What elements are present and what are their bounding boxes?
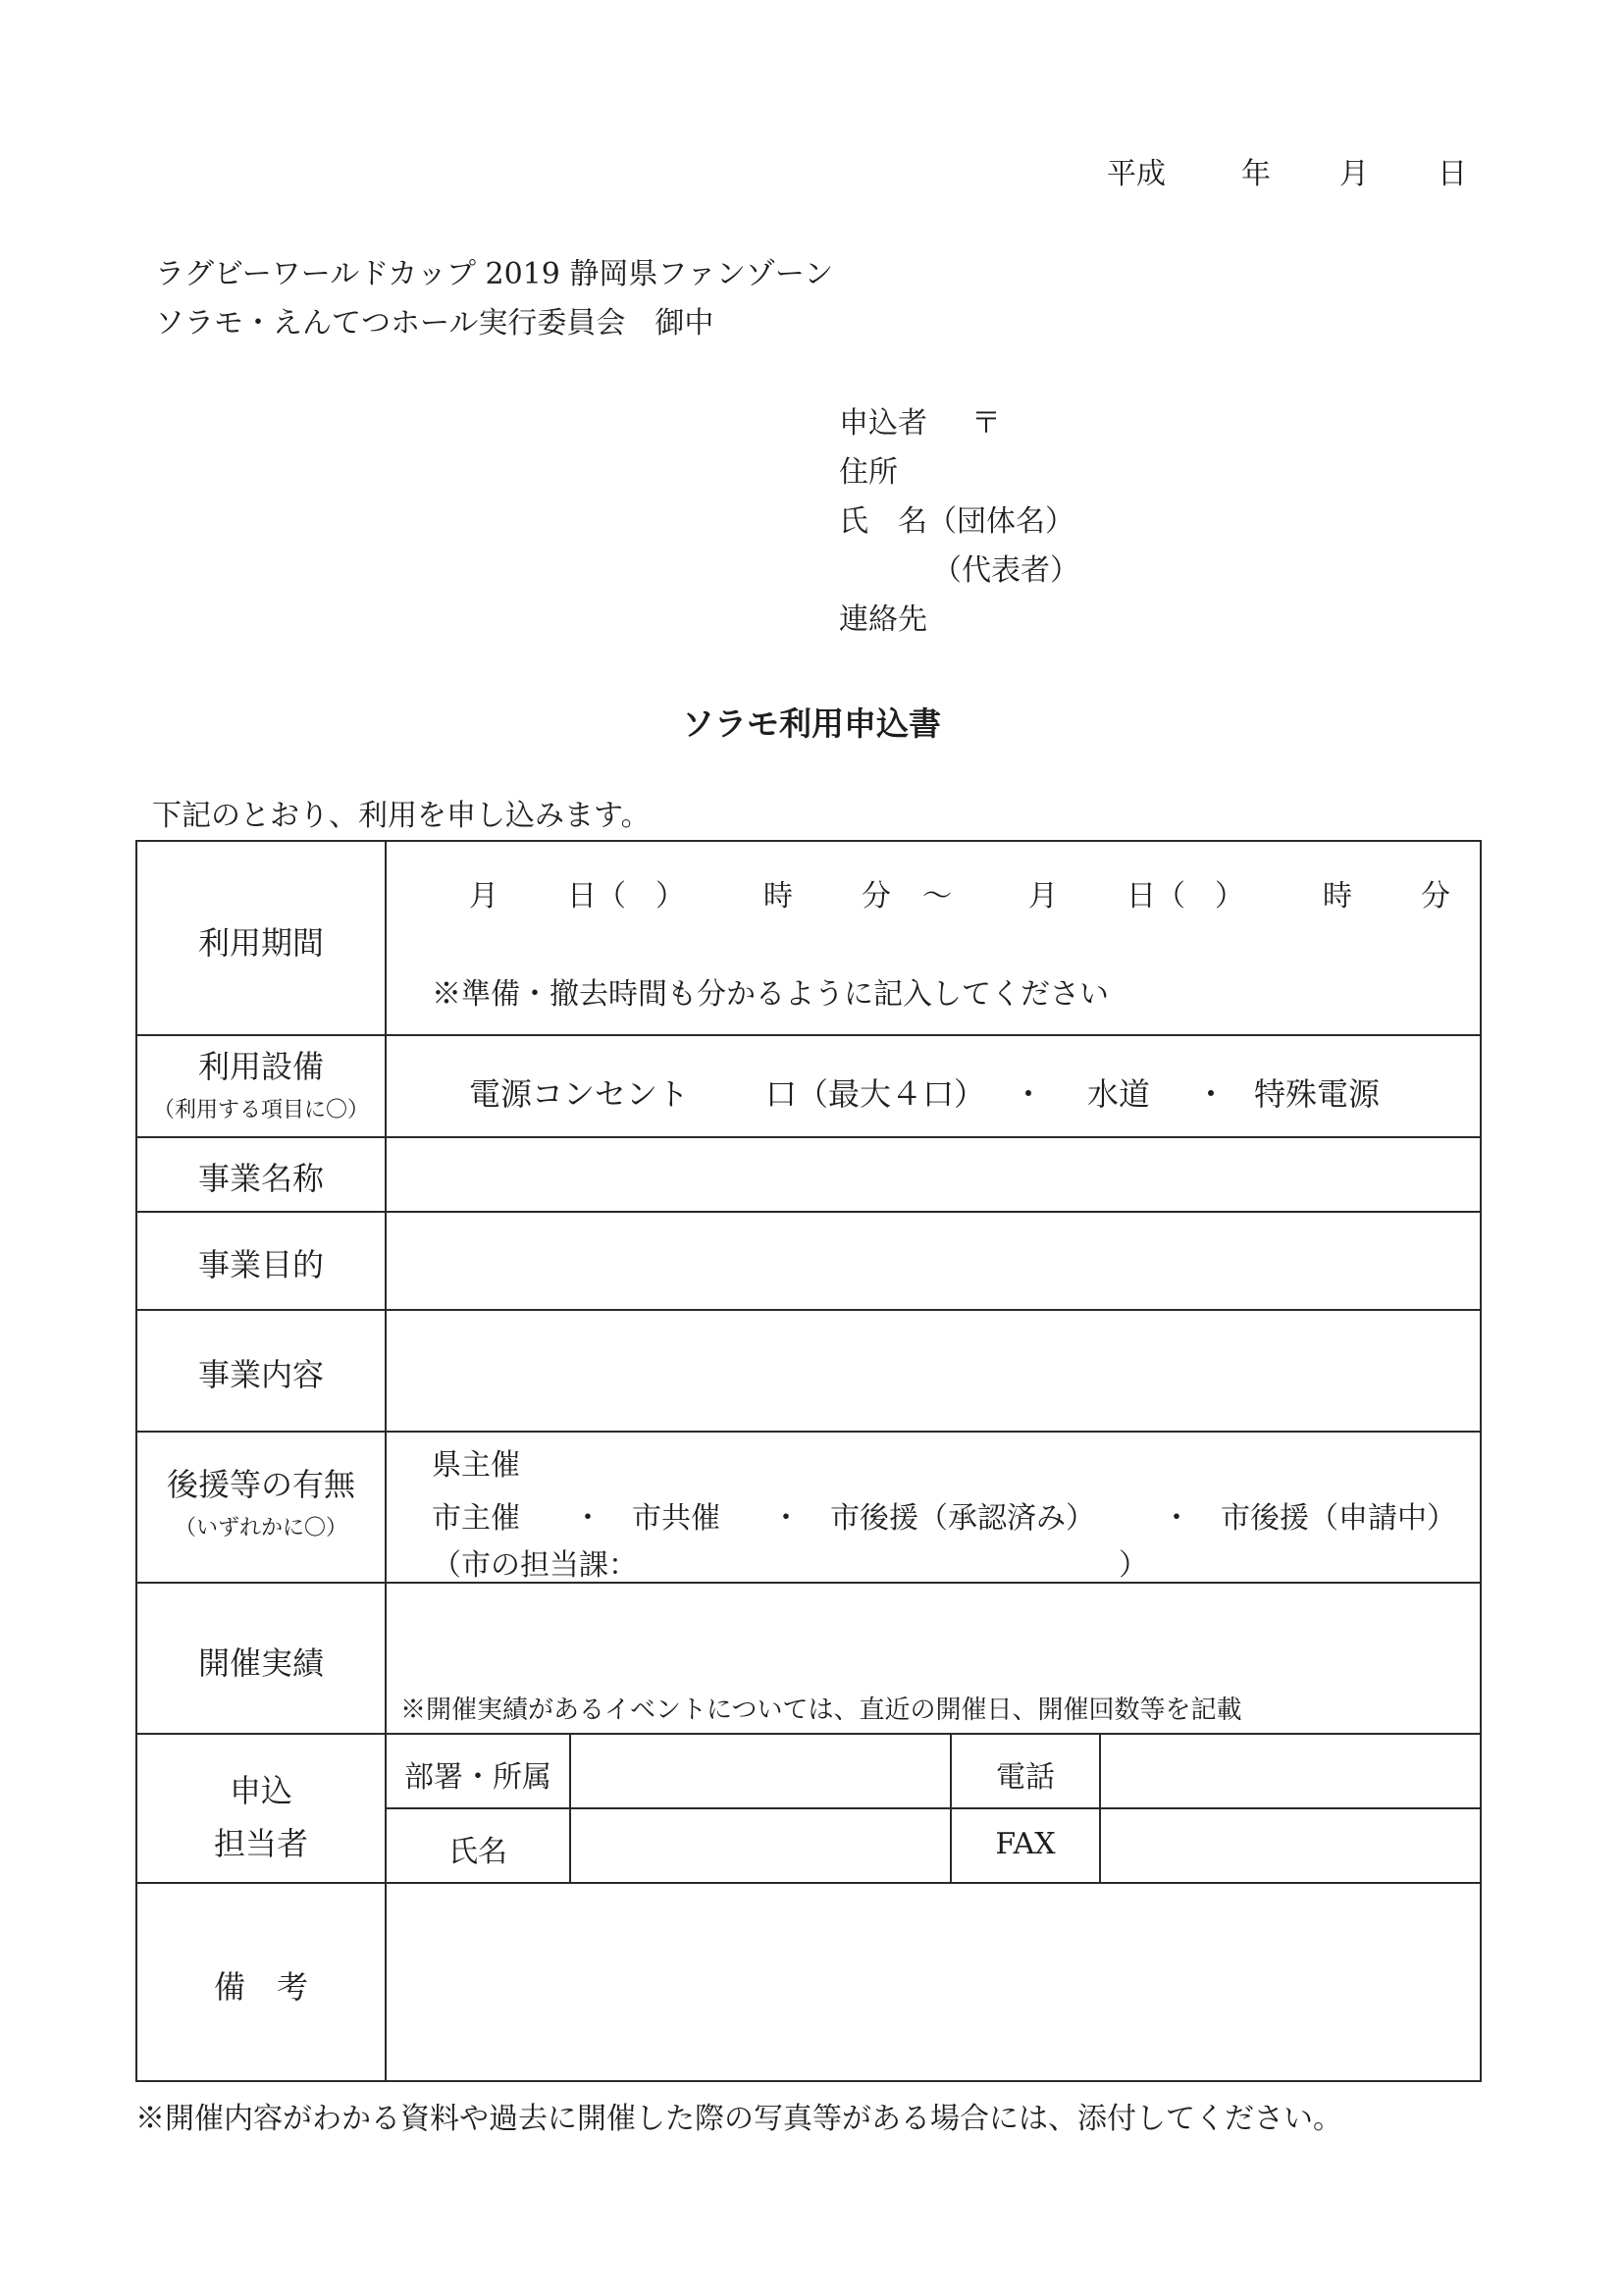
period-label: 利用期間	[197, 924, 324, 962]
contact-inner-divider	[385, 1807, 1482, 1809]
page-title: ソラモ利用申込書	[682, 704, 941, 743]
applicant-representative-label: （代表者）	[932, 553, 1079, 588]
contact-person-label-bottom: 担当者	[213, 1825, 308, 1862]
row-divider	[135, 1309, 1482, 1311]
support-prefecture-host[interactable]: 県主催	[432, 1448, 520, 1483]
equipment-separator: ・	[1013, 1075, 1045, 1113]
support-label	[137, 1460, 385, 1541]
equipment-label-text: 利用設備	[197, 1048, 324, 1085]
period-end-hour: 時	[1323, 879, 1352, 913]
equipment-separator: ・	[1195, 1075, 1228, 1113]
contact-col-divider	[569, 1733, 571, 1882]
contact-phone-field[interactable]	[1103, 1737, 1478, 1805]
support-label-text: 後援等の有無	[166, 1466, 355, 1503]
contact-phone-label: 電話	[996, 1760, 1055, 1795]
support-city-department-close: ）	[1119, 1548, 1148, 1583]
record-label: 開催実績	[197, 1644, 324, 1682]
row-divider	[135, 1034, 1482, 1036]
period-end-month: 月	[1028, 879, 1058, 913]
applicant-contact-label: 連絡先	[839, 602, 927, 637]
row-divider	[135, 1733, 1482, 1735]
support-separator: ・	[1162, 1501, 1191, 1536]
contact-fax-field[interactable]	[1103, 1811, 1478, 1880]
project-purpose-field[interactable]	[389, 1215, 1478, 1307]
period-start-day: 日（ ）	[567, 879, 685, 913]
period-start-minute: 分	[862, 879, 891, 913]
table-border-top	[135, 840, 1482, 842]
support-separator: ・	[771, 1501, 801, 1536]
contact-fax-label: FAX	[995, 1827, 1056, 1861]
project-content-field[interactable]	[389, 1313, 1478, 1429]
label-column-divider	[385, 840, 387, 2082]
support-city-pending[interactable]: 市後援（申請中）	[1221, 1501, 1456, 1536]
date-era: 平成	[1107, 157, 1166, 191]
row-divider	[135, 1211, 1482, 1213]
period-tilde: ～	[922, 879, 952, 913]
contact-person-label-top: 申込	[229, 1772, 292, 1809]
period-note: ※準備・撤去時間も分かるように記入してください	[432, 977, 1109, 1012]
equipment-water[interactable]: 水道	[1087, 1075, 1151, 1113]
period-start-month: 月	[469, 879, 498, 913]
period-start-hour: 時	[763, 879, 793, 913]
record-note: ※開催実績があるイベントについては、直近の開催日、開催回数等を記載	[400, 1696, 1242, 1725]
contact-col-divider	[1099, 1733, 1101, 1882]
date-day: 日	[1438, 157, 1467, 191]
applicant-name-label: 氏 名（団体名）	[839, 504, 1074, 539]
support-label-sub: （いずれかに〇）	[174, 1516, 347, 1540]
contact-dept-label: 部署・所属	[404, 1760, 551, 1795]
project-content-label: 事業内容	[197, 1356, 324, 1393]
contact-name-field[interactable]	[573, 1811, 948, 1880]
record-field[interactable]	[389, 1586, 1478, 1684]
support-city-department[interactable]: （市の担当課：	[432, 1548, 638, 1583]
project-name-field[interactable]	[389, 1140, 1478, 1209]
addressee-line1: ラグビーワールドカップ 2019 静岡県ファンゾーン	[155, 257, 834, 291]
remarks-field[interactable]	[389, 1886, 1478, 2078]
project-purpose-label: 事業目的	[197, 1246, 324, 1283]
project-name-label: 事業名称	[197, 1160, 324, 1197]
equipment-outlet-count: 口（最大４口）	[765, 1075, 986, 1113]
equipment-outlet[interactable]: 電源コンセント	[469, 1075, 690, 1113]
addressee-line2: ソラモ・えんてつホール実行委員会 御中	[155, 306, 714, 340]
applicant-label: 申込者	[839, 406, 927, 441]
date-year: 年	[1241, 157, 1271, 191]
row-divider	[135, 1431, 1482, 1433]
contact-dept-field[interactable]	[573, 1737, 948, 1805]
row-divider	[135, 1136, 1482, 1138]
remarks-label: 備 考	[213, 1968, 308, 2006]
equipment-label	[137, 1042, 385, 1123]
contact-person-label	[137, 1766, 385, 1864]
applicant-address-label: 住所	[839, 455, 898, 490]
table-border-bottom	[135, 2080, 1482, 2082]
contact-name-label: 氏名	[448, 1835, 507, 1869]
footer-note: ※開催内容がわかる資料や過去に開催した際の写真等がある場合には、添付してください。	[135, 2102, 1342, 2136]
equipment-special-power[interactable]: 特殊電源	[1254, 1075, 1381, 1113]
support-separator: ・	[573, 1501, 602, 1536]
row-divider	[135, 1882, 1482, 1884]
date-month: 月	[1339, 157, 1369, 191]
period-end-day: 日（ ）	[1126, 879, 1244, 913]
period-end-minute: 分	[1421, 879, 1450, 913]
intro-text: 下記のとおり、利用を申し込みます。	[152, 799, 651, 833]
postal-mark: 〒	[971, 406, 1001, 441]
table-border-right	[1480, 840, 1482, 2082]
support-city-host[interactable]: 市主催	[432, 1501, 520, 1536]
row-divider	[135, 1582, 1482, 1584]
equipment-label-sub: （利用する項目に〇）	[152, 1098, 369, 1122]
support-city-approved[interactable]: 市後援（承認済み）	[830, 1501, 1095, 1536]
support-city-cohost[interactable]: 市共催	[632, 1501, 720, 1536]
